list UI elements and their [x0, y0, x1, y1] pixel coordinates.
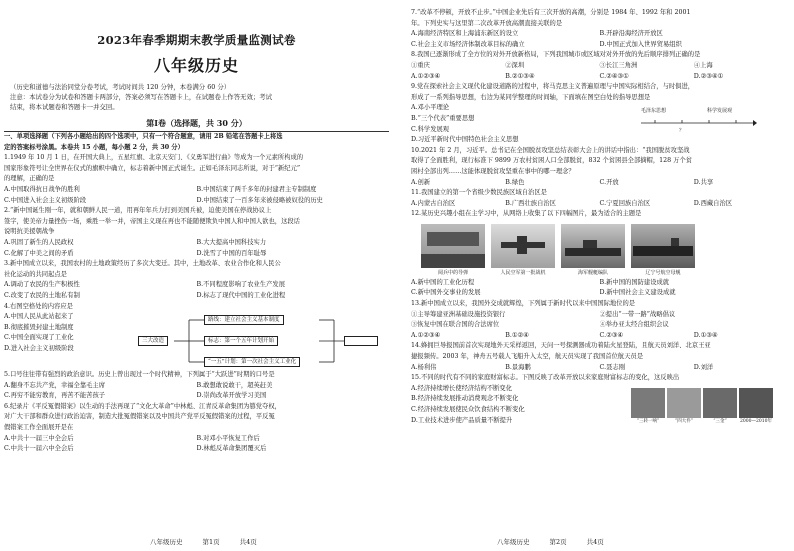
question-4-diagram	[134, 312, 384, 370]
question-3-line: 社化运动的共同起点是	[4, 270, 67, 278]
photo-item	[421, 224, 485, 276]
option: C.宁夏回族自治区	[599, 199, 651, 207]
question-4: 4.右图空格处的内容应是	[4, 302, 73, 310]
photo-caption: 阅兵中的导弹	[437, 269, 468, 276]
option: D.共享	[693, 178, 714, 186]
collage-item	[667, 388, 701, 426]
question-15-collage	[631, 388, 773, 426]
page-footer	[497, 537, 604, 546]
option: B.大大提高中国科技实力	[196, 238, 267, 246]
option: A.中共十一届三中全会后	[4, 434, 74, 442]
appliance-image	[667, 388, 701, 418]
question-5: 5.口号往往带有强烈的政治意识。历史上曾出现过一个时代精神，下列属于“大跃进”时期的口号是	[4, 371, 275, 379]
question-1: 1.1949 年 10 月 1 日，在开国大典上，五星红旗、北京天安门、《义勇军进行曲》等成为一个元素所构成的	[4, 154, 304, 162]
collage-caption: “四大件”	[674, 418, 694, 424]
option: A.杨利伟	[411, 363, 437, 371]
collage-item	[739, 388, 773, 426]
question-1-options	[4, 196, 389, 207]
question-4-options	[4, 312, 134, 370]
question-10-line: 取得了全面胜利，现行标准下 9899 万农村贫困人口全部脱贫，832 个贫困县全部摘帽，128 万个贫	[411, 157, 693, 165]
option: D.①③④	[693, 331, 718, 339]
option: C.改变了农民的土地私有制	[4, 291, 80, 299]
question-6-options	[4, 434, 389, 445]
option: C.化解了中美之间的矛盾	[4, 249, 74, 257]
collage-item	[703, 388, 737, 426]
option: D.崇尚改革开放学习美国	[196, 392, 267, 400]
option: B.对邓小平恢复工作后	[196, 434, 260, 442]
option: D.工业技术进步使产品质量不断提升	[411, 416, 513, 424]
question-9-body	[411, 103, 788, 145]
option: B.中国结束了两千多年的封建君主专制制度	[196, 185, 317, 193]
item: ④举办亚太经合组织会议	[599, 321, 669, 329]
diagram-top-box: 路线：建立社会主义基本制度	[204, 315, 284, 325]
option: B.经济持续发展推动消费观念不断变化	[411, 395, 519, 403]
timeline-label: 科学发展观	[707, 108, 733, 115]
question-9: 9.党在探索社会主义现代化建设道路的过程中，将马克思主义普遍原理与中国实际相结合，与时俱进，	[411, 83, 695, 91]
question-13-options	[411, 331, 788, 342]
question-2-line: 说明抗美援朝战争	[4, 228, 55, 236]
option: B.开辟沿海经济开放区	[599, 30, 663, 38]
question-14-options	[411, 363, 788, 374]
option: D.习近平新时代中国特色社会主义思想	[411, 136, 519, 144]
aircraft-carrier-photo	[631, 224, 695, 268]
item: ③长江三角洲	[599, 61, 638, 69]
question-1-line: 国家形象符号让全世界在仪式的旗帜中确立，标志着新中国正式诞生。正如毛泽东同志所说，对于“新纪元”	[4, 164, 301, 172]
question-6-options	[4, 444, 389, 455]
question-1-line: 的理解，正确的是	[4, 175, 55, 183]
option: C.新中国外交事业的发展	[411, 289, 481, 297]
item: ④上海	[693, 61, 713, 69]
option: C.②③④	[599, 331, 624, 339]
photo-caption: 海军舰艇编队	[577, 269, 608, 276]
option: B.景海鹏	[505, 363, 531, 371]
diagram-bottom-box: “一五”计划：第一次社会主义工业化	[204, 357, 300, 367]
question-7-line: 年。下列史实与这里第二次改革开放高潮直接关联的是	[411, 19, 563, 27]
option: B.新中国的国防建设成就	[599, 278, 670, 286]
option: D.新中国社会主义建设成就	[599, 289, 676, 297]
option: A.翻身不忘共产党，幸福全靠毛主席	[4, 381, 106, 389]
diagram-mid-box: 标志：第一个五年计划开始	[204, 336, 278, 346]
question-12: 12.某历史兴趣小组在主学习中，从网络上收集了以下四幅图片，最为适合的主题是	[411, 210, 642, 218]
question-6-line: 对广大干部和群众进行政治迫害，制造大批冤假错案以及中国共产党平反冤假错案的过程，平反冤	[4, 413, 275, 421]
question-15-body	[411, 384, 788, 426]
question-3-options	[4, 291, 389, 302]
option: A.内蒙古自治区	[411, 199, 456, 207]
collage-caption: “三转一响”	[636, 418, 660, 424]
diagram-left-box: 三大改造	[138, 336, 168, 346]
option: D.中国结束了一百多年来被侵略被奴役的历史	[196, 196, 323, 204]
option: A.中国人民从此站起来了	[4, 313, 74, 321]
question-7: 7.“改革不停顿，开放不止步。”中国企业先后有三次开放的高潮，分别是 1984 年、1992 年和 2001	[411, 9, 691, 16]
option: C.开放	[599, 178, 619, 186]
option: B.②①③④	[505, 72, 535, 80]
bicycle-image	[631, 388, 665, 418]
photo-item	[491, 224, 555, 276]
timeline-label: ？	[679, 128, 685, 135]
option: D.林彪反革命集团覆灭后	[196, 445, 267, 453]
question-8: 8.我国已逐渐形成了全方位的对外开放新格局，下列我国城市或区域对对外开放的先后顺序排列正确的是	[411, 51, 701, 59]
question-10-line: 困村全部出列……这能体现脱贫攻坚重在事中的哪一理念？	[411, 167, 575, 175]
option: A.巩固了新生的人民政权	[4, 238, 74, 246]
option: C.②④③①	[599, 72, 629, 80]
option: A.调动了农民的生产积极性	[4, 281, 80, 289]
footer-subject: 八年级历史	[497, 538, 530, 546]
option: D.标志了现代中国的工业化进程	[196, 291, 286, 299]
question-9-timeline	[637, 103, 757, 143]
option: A.新中国的工业化历程	[411, 278, 475, 286]
option: B.彻底摧毁封建土地制度	[4, 323, 74, 331]
question-6: 6.纪录片《平反冤假错案》以生动的手法再现了“文化大革命”中林彪、江青反革命集团为篡党夺权，	[4, 402, 281, 410]
footer-total: 共4页	[586, 538, 604, 546]
fighter-jet-photo	[491, 224, 555, 268]
item: ②深圳	[505, 61, 525, 69]
question-13-items	[411, 320, 788, 331]
option: D.中国正式加入世界贸易组织	[599, 40, 682, 48]
diagram-blank-box	[344, 336, 378, 346]
option: C.中共十一届六中全会后	[4, 445, 74, 453]
collage-caption: 2000—2010年	[740, 418, 772, 424]
option: D.②③④①	[693, 72, 724, 80]
question-9-line: 形成了一系列指导思想，右边为某同学整理的时间轴，下面填在图空白处的指导思想是	[411, 93, 651, 101]
question-11: 11.我国建立的第一个省级少数民族区域自治区是	[411, 189, 547, 197]
option: C.聂志刚	[599, 363, 625, 371]
question-8-options	[411, 72, 788, 83]
exam-note	[4, 82, 389, 112]
question-5-options	[4, 391, 389, 402]
question-7-options	[411, 29, 788, 40]
option: A.①②③④	[411, 331, 441, 339]
footer-page: 第1页	[202, 538, 220, 546]
note-line: 结束，将本试题卷和答题卡一并交回。	[10, 103, 119, 111]
option: A.中国取得抗日战争的胜利	[4, 185, 80, 193]
footer-subject: 八年级历史	[150, 538, 183, 546]
option: B.敢想敢说敢干，超英赶美	[196, 381, 273, 389]
missile-parade-photo	[421, 224, 485, 268]
option: D.进入社会主义初级阶段	[4, 344, 74, 352]
exam-subject: 八年级历史	[153, 56, 239, 75]
question-2-options	[4, 249, 389, 260]
option: C.社会主义市场经济体制改革目标的确立	[411, 40, 525, 48]
option: D.刘洋	[693, 363, 714, 371]
option: C.经济持续发展使民众饮食结构不断变化	[411, 406, 525, 413]
question-13-items	[411, 310, 788, 321]
collage-caption: “三金”	[713, 418, 727, 424]
option: B.绿色	[505, 178, 525, 186]
question-2: 2.“新中国诞生刚一年，就和朝鲜人民一道，用再年年兵力打到美国兵被，迫使美国在停战协议上	[4, 207, 272, 215]
option: C.再穷不能穷教育，再苦不能苦孩子	[4, 392, 106, 400]
question-12-photos	[421, 224, 788, 276]
exam-title: 2023年春季期期末教学质量监测试卷	[97, 33, 296, 47]
option: B.①②④	[505, 331, 529, 339]
question-2-options	[4, 238, 389, 249]
question-8-items	[411, 61, 788, 72]
footer-page: 第2页	[549, 538, 567, 546]
section-title: 第Ⅰ卷（选择题，共 30 分）	[146, 118, 247, 128]
footer-total: 共4页	[239, 538, 257, 546]
question-5-options	[4, 381, 389, 392]
option: B.“三个代表”重要思想	[411, 114, 475, 122]
question-3-options	[4, 280, 389, 291]
question-12-options	[411, 278, 788, 289]
option: D.西藏自治区	[693, 199, 733, 207]
option: C.科学发展观	[411, 125, 450, 133]
right-page	[397, 0, 794, 551]
question-14-line: 捷报频传。2003 年，神舟五号载人飞船升入太空，航天员实现了我国首位航天员是	[411, 353, 644, 361]
option: A.创新	[411, 178, 431, 186]
option: B.广西壮族自治区	[505, 199, 556, 207]
photo-item	[631, 224, 695, 276]
option: A.经济持续增长使经济结构不断变化	[411, 384, 513, 392]
question-15: 15.不同的时代有不同的家庭财富标志。下图反映了改革开放以来家庭财富标志的变化，这反映出	[411, 374, 680, 382]
question-9-options	[411, 103, 631, 145]
question-3: 3.新中国成立以来，我国农村的土地政策经历了多次大变迁。其中，土地改革、农业合作化和人民公	[4, 260, 281, 268]
question-11-options	[411, 199, 788, 210]
question-12-options	[411, 288, 788, 299]
question-14: 14.蜂拥巨导报国前首次实现地外天采样返回，天问一号探测器成功着陆火星登陆，且航天员刘洋、北京王亚	[411, 342, 711, 350]
option: C.中国全面实现了工业化	[4, 334, 74, 342]
instruction-line: 定的答案标号涂黑。本卷共 15 小题，每小题 2 分，共 30 分）	[4, 143, 184, 151]
note-line: （历史和道德与法治同堂分卷考试，考试时间共 120 分钟，本卷满分 60 分）	[10, 83, 231, 91]
option: C.中国进入社会主义初级阶段	[4, 196, 87, 204]
option: A.①②③④	[411, 72, 441, 80]
collage-item	[631, 388, 665, 426]
page-footer	[150, 537, 257, 546]
question-4-body	[4, 312, 389, 370]
option: B.不同程度影响了农业生产发展	[196, 281, 285, 289]
item: ③恢复中国在联合国的合法席位	[411, 321, 500, 329]
question-1-options	[4, 185, 389, 196]
photo-item	[561, 224, 625, 276]
photo-caption: 人民空军第一批战机	[500, 269, 546, 276]
note-line: 注意：本试卷分为试卷和答题卡两部分，答案必须写在答题卡上，在试题卷上作答无效；考试	[10, 93, 273, 101]
option: A.海南经济特区和上海浦东新区的设立	[411, 30, 519, 38]
photo-caption: 辽宁号航空母舰	[645, 269, 681, 276]
option: D.洗雪了中国的百年耻辱	[196, 249, 267, 257]
electronics-image	[703, 388, 737, 418]
question-7-options	[411, 40, 788, 51]
question-13: 13.新中国成立以来，我国外交成就辉煌，下列属于新时代以来中国国际地位的是	[411, 300, 636, 308]
question-15-options	[411, 384, 631, 426]
naval-fleet-photo	[561, 224, 625, 268]
instruction-line: 一、单项选择题（下列各小题给出的四个选项中，只有一个符合题意，请用 2B 铅笔在答题卡上将选	[4, 133, 283, 140]
question-10: 10.2021 年 2 月，习近平。总书记在全国脱贫攻坚总结表彰大会上的讲话中指出：“我国脱贫攻坚战	[411, 146, 690, 154]
item: ①重庆	[411, 61, 430, 69]
option: A.邓小平理论	[411, 104, 450, 112]
question-6-line: 假错案工作全面展开是在	[4, 424, 74, 432]
car-house-image	[739, 388, 773, 418]
item: ①主导筹建亚洲基础设施投资银行	[411, 310, 506, 318]
question-2-line: 签字，使美帝力量挫伤一场，乘胜一举一并，帝国主义现在再也不能随便欺负中国人和中国人欲也，这段话	[4, 217, 300, 225]
timeline-label: 毛泽东思想	[641, 108, 667, 115]
question-10-options	[411, 178, 788, 189]
item: ②提出“一带一路”战略倡议	[599, 310, 676, 318]
